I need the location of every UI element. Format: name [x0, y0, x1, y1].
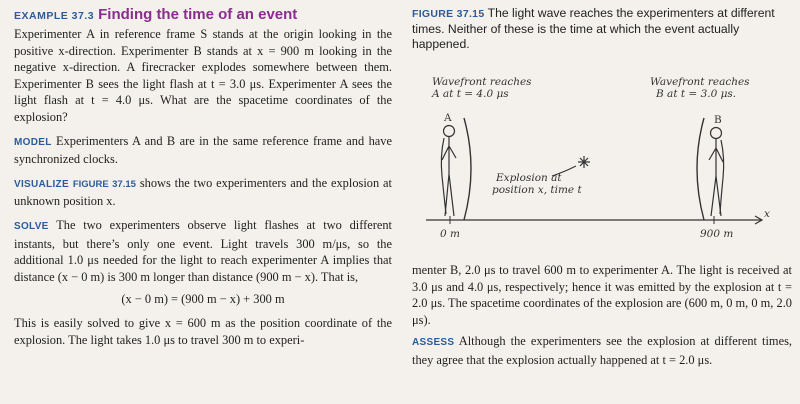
- right-column-text: [412, 262, 792, 369]
- wavefront-b-arc: [697, 118, 704, 220]
- model-label: MODEL: [14, 136, 52, 148]
- tick-label-0m: 0 m: [440, 228, 460, 240]
- explosion-label-line2: position x, time t: [492, 184, 582, 196]
- equation: (x − 0 m) = (900 m − x) + 300 m: [121, 292, 285, 307]
- person-b: [709, 128, 724, 217]
- person-a: [441, 126, 456, 217]
- example-header: [14, 6, 392, 25]
- label-a-line2: A at t = 4.0 μs: [432, 88, 509, 100]
- model-paragraph: [14, 133, 392, 168]
- label-b-line2: B at t = 3.0 μs.: [656, 88, 737, 100]
- example-title: Finding the time of an event: [98, 6, 298, 23]
- label-a-line1: Wavefront reaches: [432, 76, 532, 88]
- figure-reference-link[interactable]: FIGURE 37.15: [72, 178, 136, 190]
- assess-label: ASSESS: [412, 337, 455, 349]
- figure-37-15: [412, 56, 792, 252]
- figure-tag: FIGURE 37.15: [412, 8, 485, 20]
- solve-conclusion: menter B, 2.0 μs to travel 600 m to experimenter A. The light is received at 3.0 μs and 4.0 μs, respectively; hence it was emitted by the explosion at t = 2.0 μs. The spacetime coordinates of the explosion are (600 m, 0 m, 0 m, 2.0 μs).: [412, 263, 792, 327]
- wavefront-a-arc: [464, 118, 471, 220]
- solve-label: SOLVE: [14, 220, 49, 232]
- visualize-label: VISUALIZE: [14, 178, 69, 190]
- explosion-star-icon: [578, 156, 590, 168]
- figure-caption-text: The light wave reaches the experimenters at different times. Neither of these is the time at which the event actually happened.: [412, 6, 775, 51]
- solve-paragraph: [14, 217, 392, 285]
- assess-text: Although the experimenters see the explosion at different times, they agree that the explosion actually happened at t = 2.0 μs.: [412, 334, 792, 367]
- axis-label-x: x: [764, 208, 770, 220]
- explosion-label-line1: Explosion at: [496, 172, 562, 184]
- assess-paragraph: [412, 333, 792, 368]
- solve-continuation: This is easily solved to give x = 600 m as the position coordinate of the explosion. The light takes 1.0 μs to travel 300 m to experi-: [14, 316, 392, 347]
- visualize-paragraph: [14, 175, 392, 210]
- tick-label-900m: 900 m: [700, 228, 734, 240]
- label-b-line1: Wavefront reaches: [650, 76, 750, 88]
- person-b-label: B: [714, 114, 722, 126]
- person-a-label: A: [444, 112, 452, 124]
- model-text: Experimenters A and B are in the same reference frame and have synchronized clocks.: [14, 133, 392, 167]
- figure-caption: [412, 6, 792, 52]
- visualize-text: shows the two experimenters and the explosion at unknown position x.: [14, 175, 392, 209]
- problem-statement: Experimenter A in reference frame S stands at the origin looking in the positive x-direction. Experimenter B stands at x = 900 m looking in the negative x-direction. A firecracker explodes somewhere between them. Experimenter B sees the light flash at t = 3.0 μs. Experimenter A sees the light flash at t = 4.0 μs. What are the spacetime coordinates of the explosion?: [14, 27, 392, 124]
- figure-caption-block: [412, 6, 792, 52]
- example-tag: EXAMPLE 37.3: [14, 10, 95, 22]
- left-column: [14, 6, 392, 349]
- solve-text: The two experimenters observe light flashes at two different instants, but there’s only one event. Light travels 300 m/μs, so the additional 1.0 μs needed for the light to reach experimenter A implies that distance (x − 0 m) is 300 m longer than distance (900 m − x). That is,: [14, 217, 392, 284]
